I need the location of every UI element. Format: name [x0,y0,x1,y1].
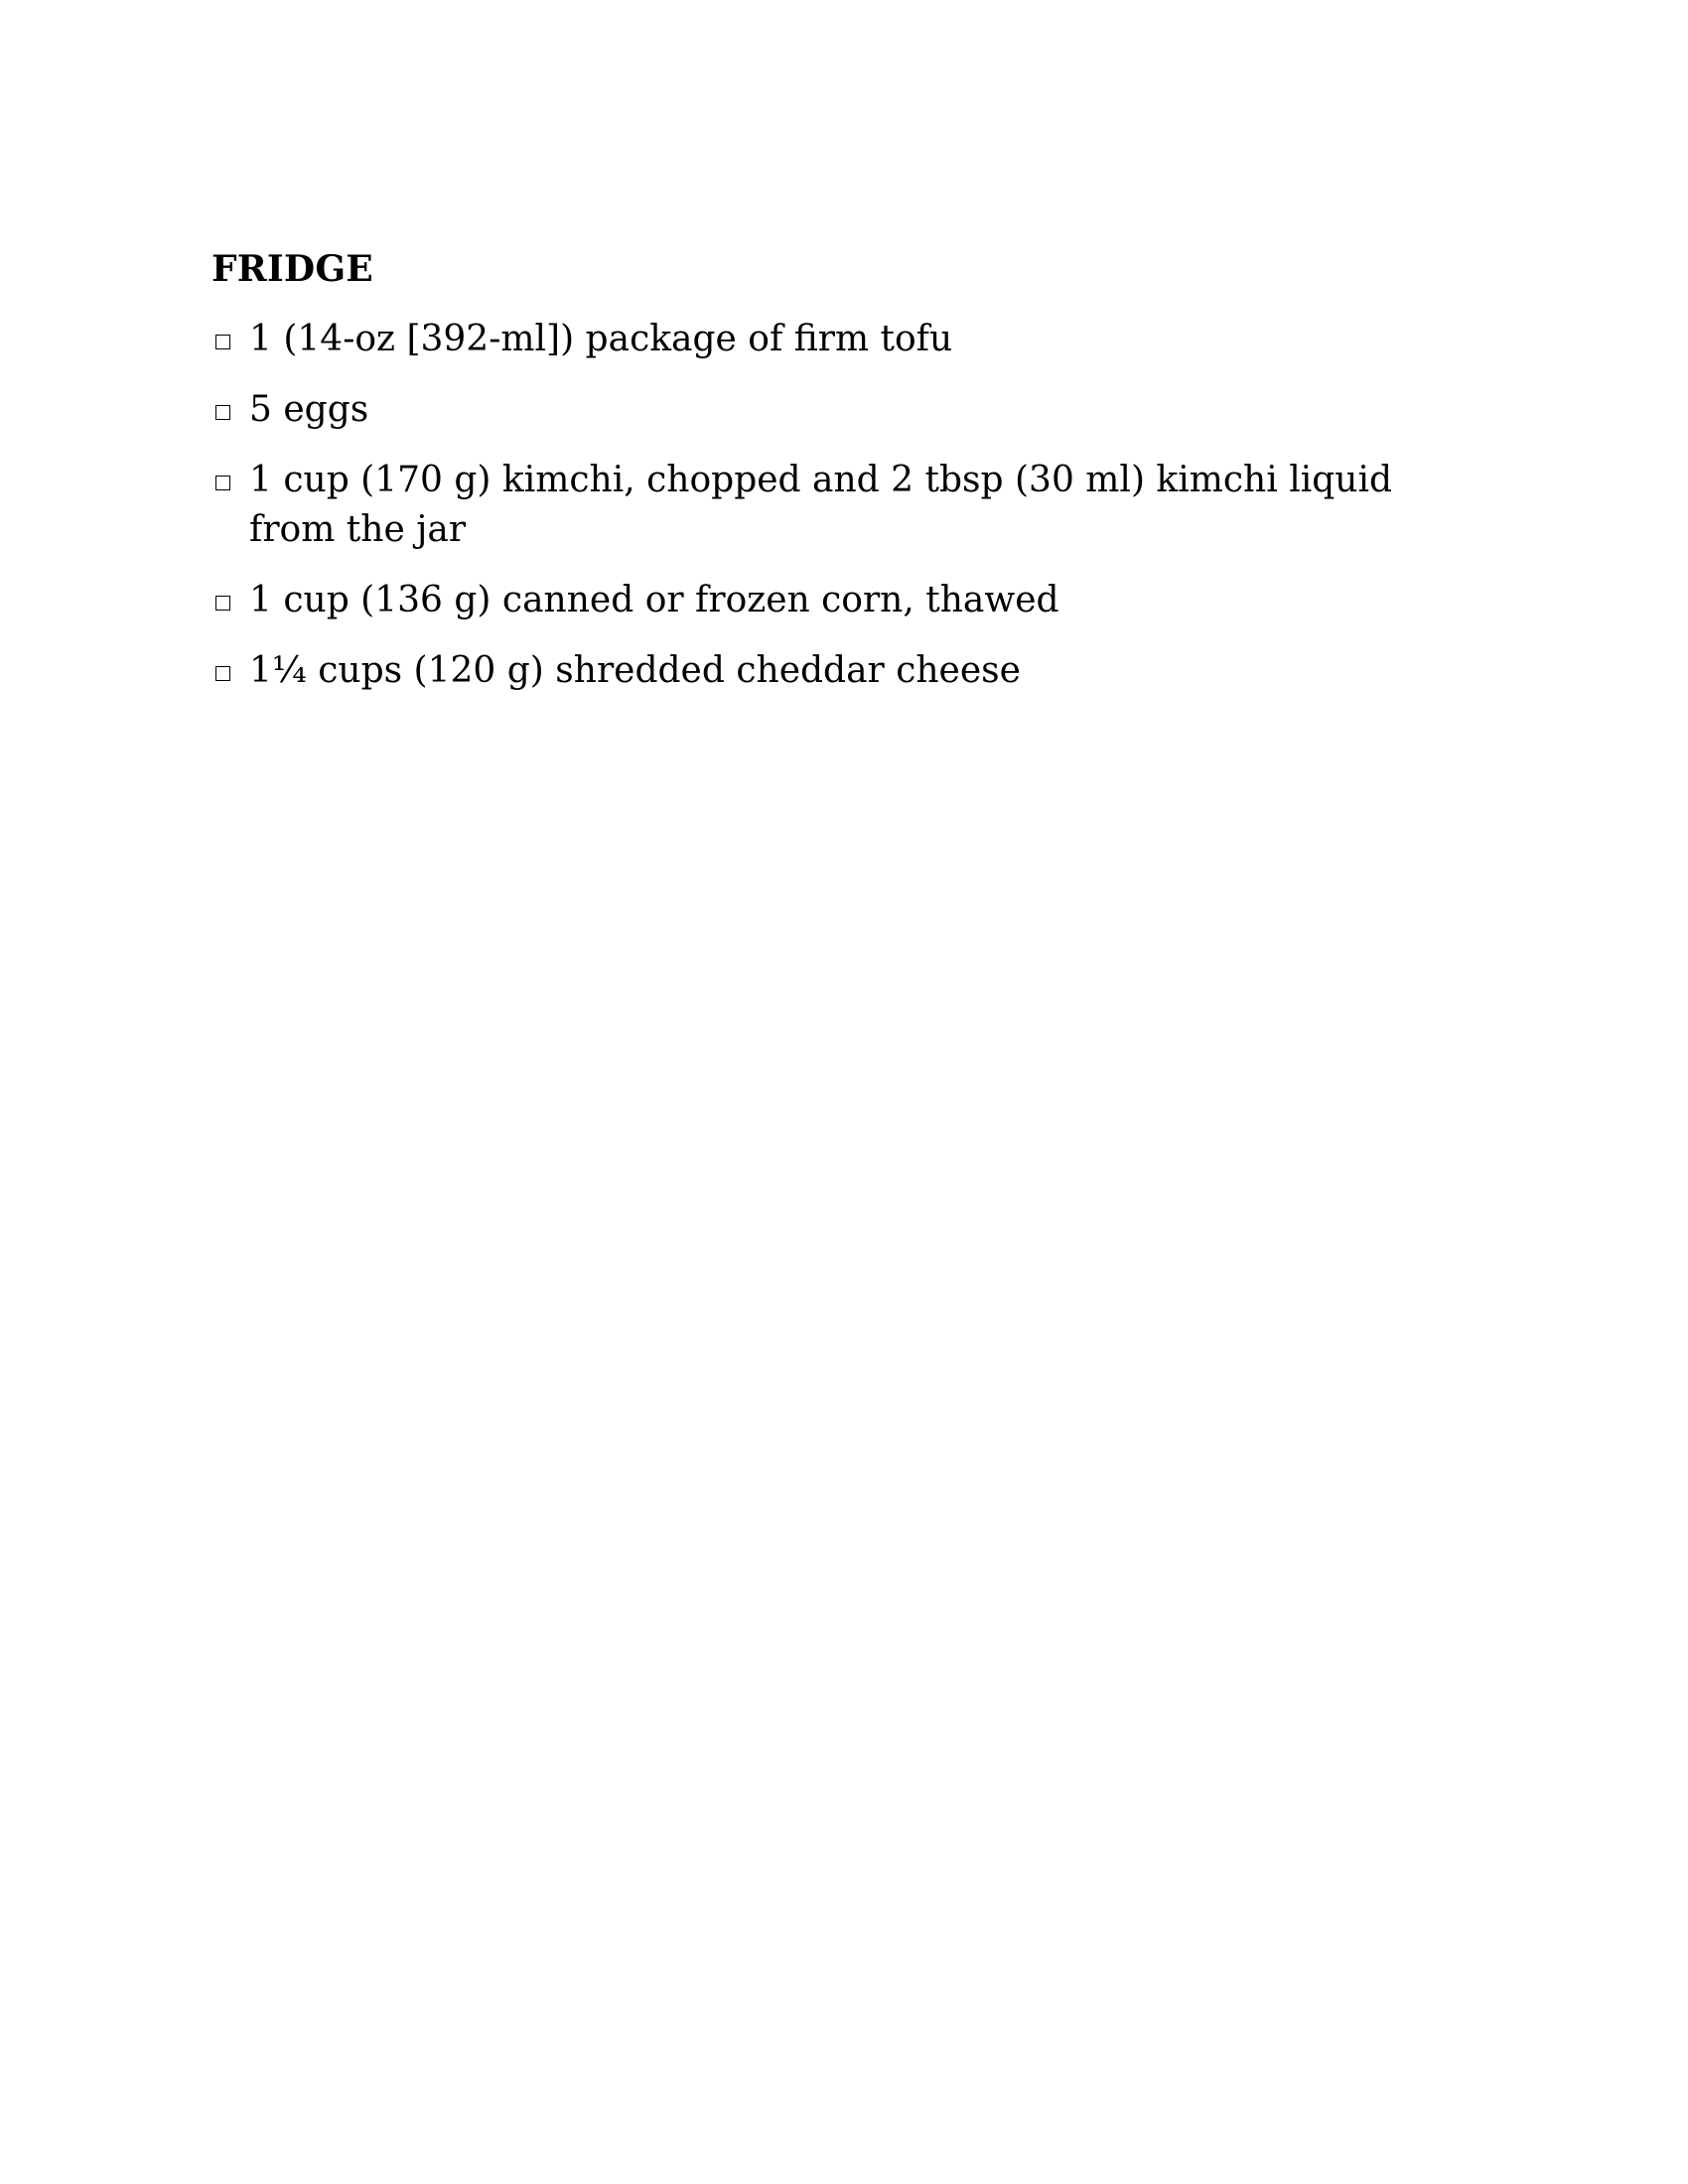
checkbox-icon [215,405,230,420]
checkbox-icon [215,596,230,611]
list-item-text: 1¼ cups (120 g) shredded cheddar cheese [249,650,1021,691]
checkbox-icon [215,666,230,681]
list-item-text: 1 cup (170 g) kimchi, chopped and 2 tbsp (30 ml) kimchi liquid from the jar [249,460,1393,550]
checkbox-icon [215,476,230,490]
list-item-text: 5 eggs [249,389,369,430]
list-item [211,385,1502,435]
list-item [211,576,1502,625]
list-item [211,456,1502,555]
list-item [211,646,1502,696]
checkbox-icon [215,335,230,349]
section-title: FRIDGE [211,248,373,290]
list-item [211,315,1502,364]
fridge-section [211,245,1502,717]
ingredient-list [211,315,1502,696]
list-item-text: 1 (14-oz [392-ml]) package of firm tofu [249,319,953,359]
list-item-text: 1 cup (136 g) canned or frozen corn, thawed [249,580,1059,620]
